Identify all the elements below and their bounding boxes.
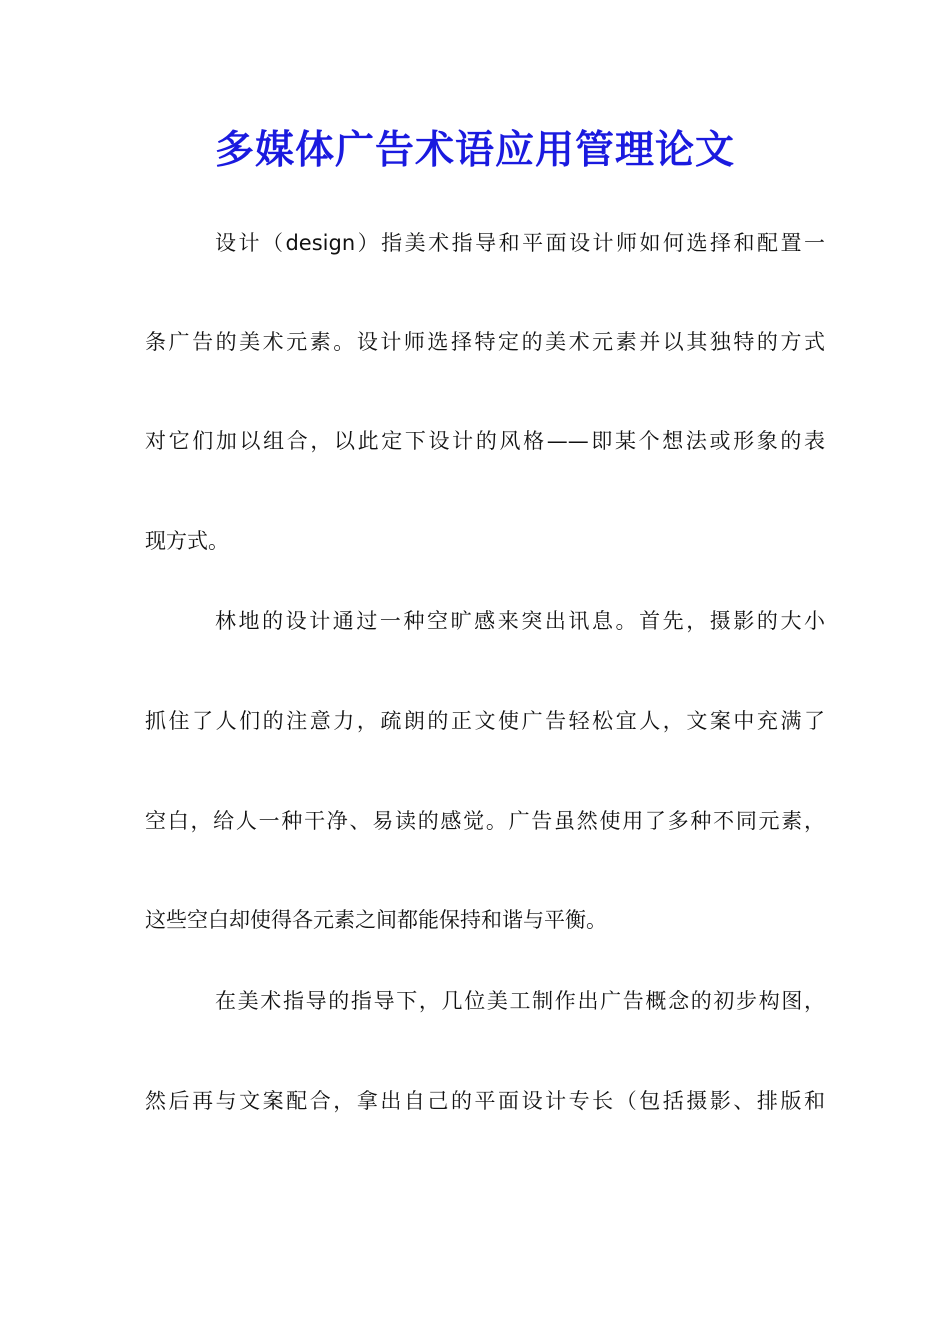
paragraph-2-line-2: 抓住了人们的注意力，疏朗的正文使广告轻松宜人，文案中充满了 xyxy=(145,709,825,733)
document-title: 多媒体广告术语应用管理论文 xyxy=(214,127,735,173)
paragraph-1-line-1: 设计（design）指美术指导和平面设计师如何选择和配置一 xyxy=(215,231,825,255)
paragraph-2-line-1: 林地的设计通过一种空旷感来突出讯息。首先，摄影的大小 xyxy=(215,609,825,633)
paragraph-1-line-2: 条广告的美术元素。设计师选择特定的美术元素并以其独特的方式 xyxy=(145,330,825,354)
paragraph-1-line-3: 对它们加以组合，以此定下设计的风格——即某个想法或形象的表 xyxy=(145,429,825,453)
paragraph-1-line-4: 现方式。 xyxy=(145,529,229,553)
paragraph-2-line-4: 这些空白却使得各元素之间都能保持和谐与平衡。 xyxy=(145,908,607,932)
paragraph-3-line-2: 然后再与文案配合，拿出自己的平面设计专长（包括摄影、排版和 xyxy=(145,1089,825,1113)
paragraph-2-line-3: 空白，给人一种干净、易读的感觉。广告虽然使用了多种不同元素， xyxy=(145,809,825,833)
paragraph-3-line-1: 在美术指导的指导下，几位美工制作出广告概念的初步构图， xyxy=(215,989,825,1013)
